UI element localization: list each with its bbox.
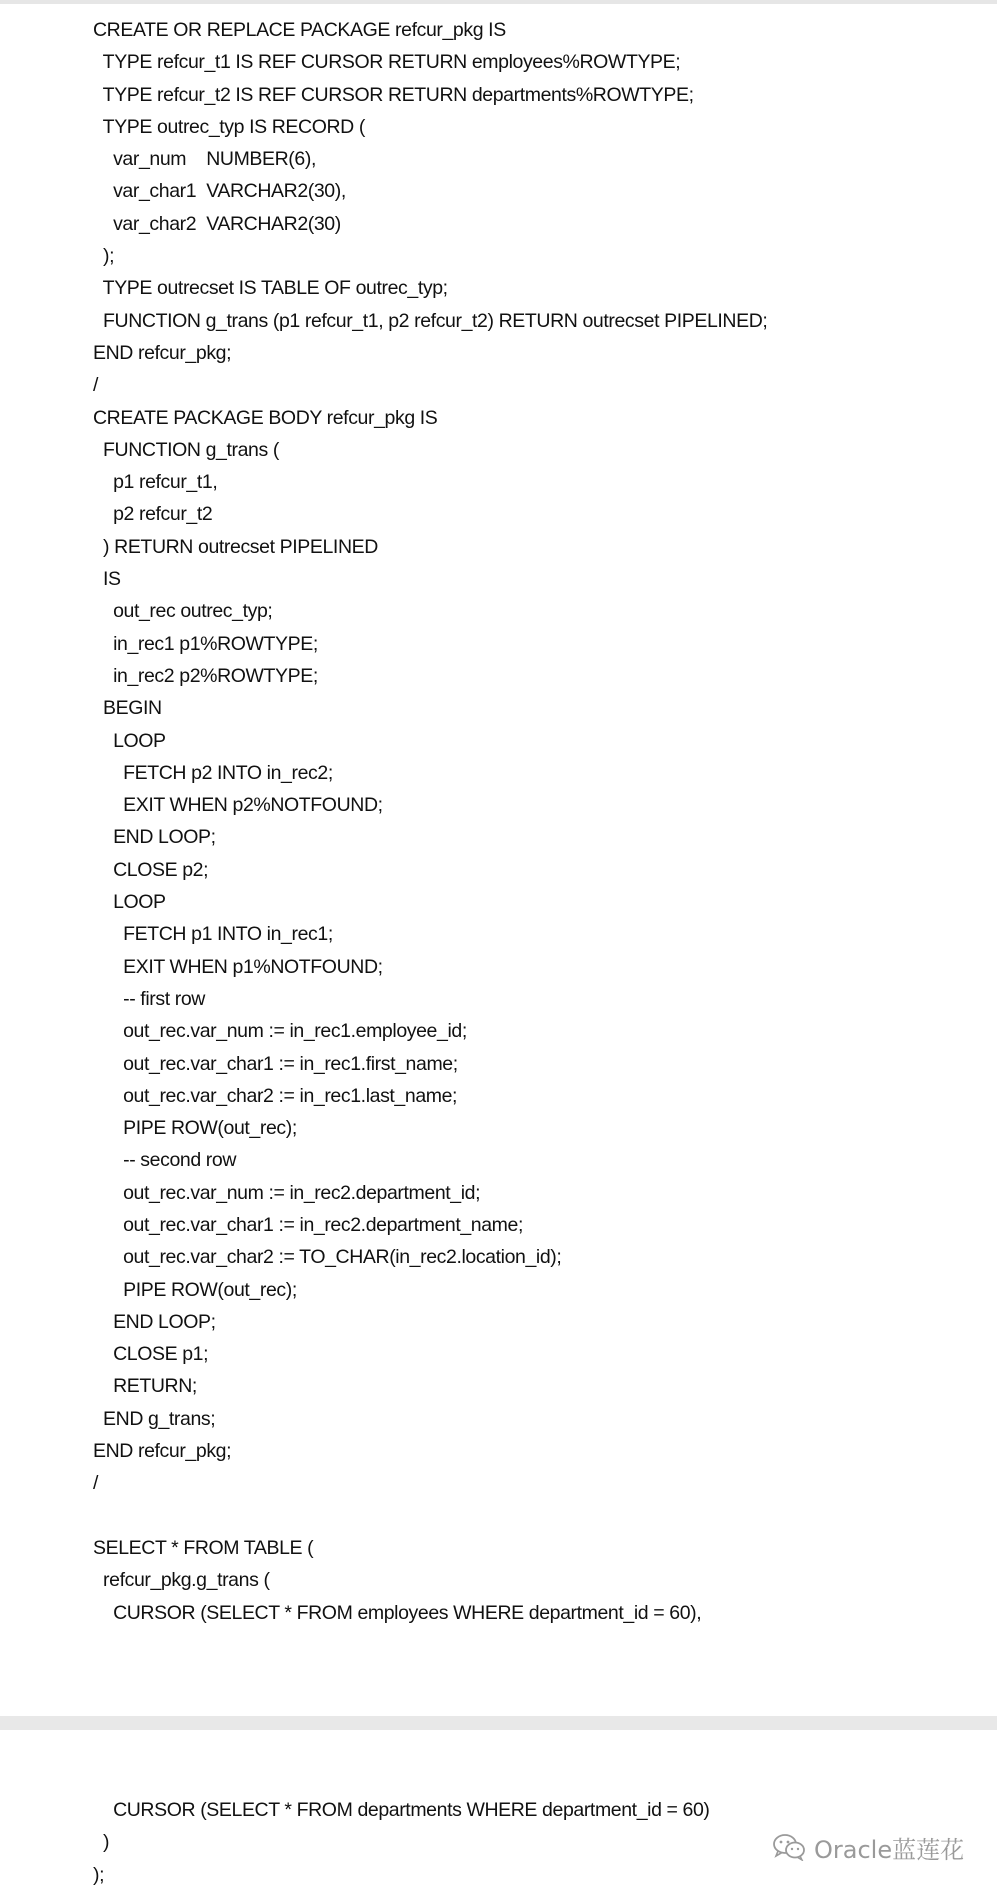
watermark-text: Oracle蓝莲花	[814, 1835, 965, 1864]
top-rule	[0, 0, 997, 4]
code-line: EXIT WHEN p1%NOTFOUND;	[93, 955, 383, 978]
code-line: );	[93, 245, 115, 268]
code-line: PIPE ROW(out_rec);	[93, 1117, 297, 1140]
code-line: in_rec2 p2%ROWTYPE;	[93, 664, 318, 687]
code-line: CLOSE p1;	[93, 1343, 209, 1366]
code-line: SELECT * FROM TABLE (	[93, 1536, 314, 1559]
code-line: CURSOR (SELECT * FROM employees WHERE department_id = 60),	[93, 1601, 702, 1624]
code-line	[93, 1500, 973, 1532]
code-line: EXIT WHEN p2%NOTFOUND;	[93, 794, 383, 817]
code-line: END g_trans;	[93, 1407, 216, 1430]
code-line: out_rec.var_char2 := in_rec1.last_name;	[93, 1084, 458, 1107]
code-line: p1 refcur_t1,	[93, 471, 218, 494]
code-line: TYPE outrec_typ IS RECORD (	[93, 115, 365, 138]
code-block	[93, 14, 973, 1629]
code-line: TYPE outrecset IS TABLE OF outrec_typ;	[93, 277, 448, 300]
code-line: PIPE ROW(out_rec);	[93, 1278, 297, 1301]
code-line: out_rec.var_char2 := TO_CHAR(in_rec2.location_id);	[93, 1246, 562, 1269]
code-line: in_rec1 p1%ROWTYPE;	[93, 632, 318, 655]
code-line: out_rec.var_char1 := in_rec2.department_name;	[93, 1213, 523, 1236]
code-line: CURSOR (SELECT * FROM departments WHERE department_id = 60)	[93, 1799, 710, 1821]
code-line: )	[93, 1831, 110, 1854]
code-line: out_rec.var_char1 := in_rec1.first_name;	[93, 1052, 458, 1075]
code-line: CREATE OR REPLACE PACKAGE refcur_pkg IS	[93, 19, 506, 41]
code-line: RETURN;	[93, 1375, 197, 1398]
wechat-icon	[772, 1833, 806, 1861]
code-line: IS	[93, 568, 121, 591]
code-line: var_char1 VARCHAR2(30),	[93, 180, 346, 203]
code-line: FETCH p1 INTO in_rec1;	[93, 923, 333, 946]
code-line: out_rec.var_num := in_rec1.employee_id;	[93, 1020, 467, 1043]
code-line: refcur_pkg.g_trans (	[93, 1569, 270, 1592]
code-line: LOOP	[93, 891, 166, 914]
code-line: LOOP	[93, 729, 166, 752]
code-line: FUNCTION g_trans (p1 refcur_t1, p2 refcur_t2) RETURN outrecset PIPELINED;	[93, 309, 768, 332]
watermark	[772, 1829, 964, 1865]
code-line: END LOOP;	[93, 826, 216, 849]
code-line: var_num NUMBER(6),	[93, 148, 316, 171]
code-line: out_rec.var_num := in_rec2.department_id;	[93, 1181, 481, 1204]
code-line: END LOOP;	[93, 1310, 216, 1333]
code-line: );	[93, 1863, 105, 1886]
code-line: out_rec outrec_typ;	[93, 600, 273, 623]
code-line: TYPE refcur_t1 IS REF CURSOR RETURN employees%ROWTYPE;	[93, 51, 681, 74]
code-line: BEGIN	[93, 697, 162, 720]
code-line: FETCH p2 INTO in_rec2;	[93, 761, 333, 784]
code-line: CLOSE p2;	[93, 858, 209, 881]
code-line: END refcur_pkg;	[93, 341, 232, 364]
code-line: p2 refcur_t2	[93, 503, 213, 526]
code-line: END refcur_pkg;	[93, 1440, 232, 1463]
code-line: TYPE refcur_t2 IS REF CURSOR RETURN departments%ROWTYPE;	[93, 83, 694, 106]
code-line: /	[93, 1472, 99, 1495]
code-line: FUNCTION g_trans (	[93, 438, 279, 461]
page-separator	[0, 1716, 997, 1730]
code-line: ) RETURN outrecset PIPELINED	[93, 535, 378, 558]
code-line: -- first row	[93, 987, 205, 1010]
code-line: CREATE PACKAGE BODY refcur_pkg IS	[93, 406, 438, 429]
code-line: /	[93, 374, 99, 397]
code-line: var_char2 VARCHAR2(30)	[93, 212, 341, 235]
code-line: -- second row	[93, 1149, 237, 1172]
